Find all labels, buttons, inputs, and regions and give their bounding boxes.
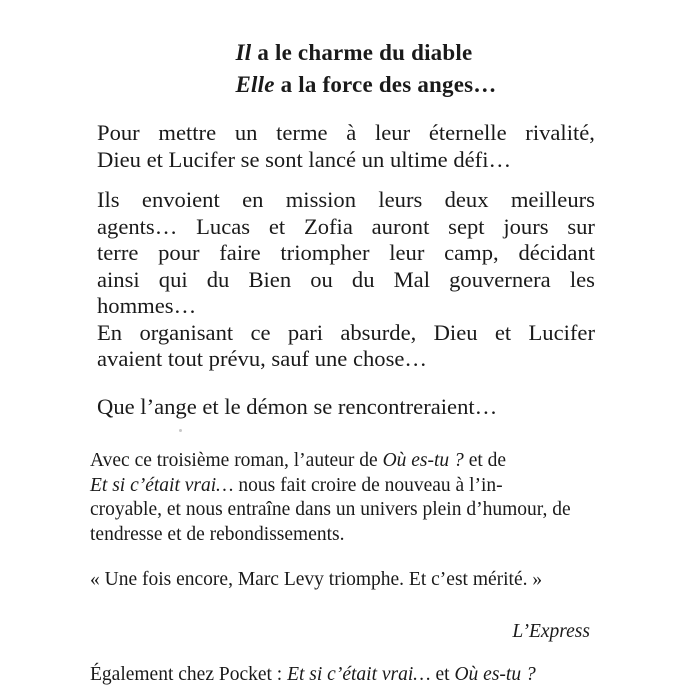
word: les — [569, 266, 595, 292]
word: agents… — [97, 213, 178, 239]
text-line — [97, 267, 595, 294]
paragraph-rivalry — [97, 120, 595, 173]
word: mission — [285, 187, 357, 212]
tagline-text-2: a la force des anges… — [274, 72, 497, 97]
press-quote — [90, 568, 590, 593]
word: Bien — [248, 266, 292, 292]
text-line — [97, 120, 595, 147]
tagline-text-1: a le charme du diable — [251, 40, 473, 65]
also-available — [90, 663, 590, 688]
word: jours — [503, 213, 549, 239]
word: organisant — [139, 319, 234, 345]
text-line: Dieu et Lucifer se sont lancé un ultime défi… — [97, 146, 512, 172]
word: deux — [444, 187, 489, 212]
quote-line: mérité. » — [472, 569, 543, 590]
text-line — [97, 187, 595, 214]
text-line — [97, 214, 595, 241]
word: qui — [158, 266, 188, 292]
author-blurb — [90, 449, 590, 547]
word: gouvernera — [449, 266, 551, 292]
text-line — [97, 320, 595, 347]
word: triompher — [280, 240, 370, 265]
tagline-pronoun-elle: Elle — [235, 72, 275, 97]
word: leur — [374, 120, 411, 145]
word: éternelle — [428, 120, 507, 145]
text-line: hommes… — [97, 293, 197, 318]
word: Mal — [393, 266, 430, 292]
word: du — [206, 266, 230, 292]
text-line: avaient tout prévu, sauf une chose… — [97, 346, 428, 371]
word: ce — [250, 319, 271, 345]
word: un — [234, 120, 258, 145]
paragraph-mission — [97, 187, 595, 373]
word: faire — [219, 240, 261, 265]
tagline-pronoun-il: Il — [235, 40, 252, 65]
word: pour — [158, 240, 200, 265]
word: envoient — [141, 187, 220, 212]
word: leur — [389, 240, 425, 265]
print-speck — [179, 429, 182, 432]
word: à — [346, 120, 357, 145]
also-title-1: Et si c’était vrai… — [287, 664, 431, 685]
tagline-line-1 — [0, 38, 700, 68]
word: Ils — [97, 187, 120, 212]
word: auront — [371, 213, 430, 239]
word: ou — [310, 266, 333, 292]
quote-source-block — [90, 620, 590, 645]
word: Zofia — [303, 213, 353, 239]
word: décidant — [518, 240, 595, 265]
text-line — [90, 474, 590, 499]
quote-source: L’Express — [512, 621, 590, 642]
word: ainsi — [97, 266, 140, 292]
word: mettre — [158, 120, 217, 145]
word: Dieu — [433, 319, 478, 345]
word: rivalité, — [525, 120, 595, 145]
word: sept — [448, 213, 485, 239]
book-title-ou-es-tu: Où es-tu ? — [382, 450, 464, 471]
quote-line: « Une fois encore, Marc Levy triomphe. Et c’est — [90, 569, 468, 590]
book-title-et-si: Et si c’était vrai… — [90, 474, 234, 496]
blurb-fragment: Avec ce troisième roman, l’auteur de — [90, 450, 383, 471]
word: camp, — [444, 240, 499, 265]
text-line — [90, 449, 590, 474]
word: absurde, — [340, 319, 417, 345]
text-line: d’humour, de tendresse et de rebondissements. — [90, 499, 571, 545]
word: sur — [567, 213, 595, 239]
also-prefix: Également chez Pocket : — [90, 664, 288, 685]
word: Pour — [97, 120, 140, 145]
blurb-fragment: nous fait croire de nouveau à l’in- — [233, 474, 503, 496]
word: en — [242, 187, 264, 212]
word: Lucas — [196, 213, 251, 239]
also-mid: et — [430, 664, 455, 685]
word: pari — [287, 319, 324, 345]
also-title-2: Où es-tu ? — [454, 664, 536, 685]
text-line: Que l’ange et le démon se rencontreraient… — [97, 394, 498, 419]
word: du — [351, 266, 375, 292]
word: terme — [276, 120, 328, 145]
paragraph-meeting — [97, 394, 595, 421]
word: et — [268, 213, 286, 239]
blurb-text — [90, 474, 503, 499]
word: Lucifer — [528, 319, 595, 345]
word: terre — [97, 240, 139, 265]
tagline-line-2 — [0, 70, 700, 100]
blurb-fragment: et de — [463, 450, 507, 471]
blurb-text — [90, 449, 506, 474]
word: En — [97, 319, 123, 345]
word: et — [494, 319, 512, 345]
text-line: croyable, et nous entraîne dans un univers plein — [90, 499, 462, 520]
text-line — [97, 240, 595, 267]
word: meilleurs — [510, 187, 595, 212]
word: leurs — [378, 187, 423, 212]
